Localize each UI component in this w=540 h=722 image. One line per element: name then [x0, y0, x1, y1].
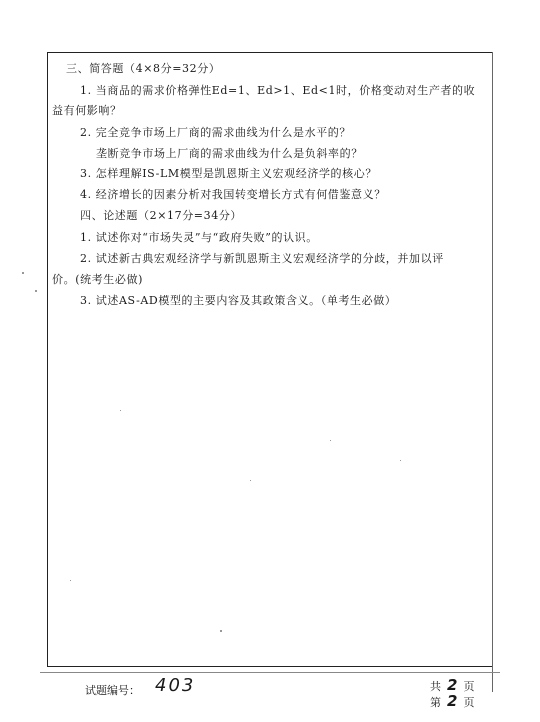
- scan-speck: [330, 440, 331, 441]
- question-3-3: 3. 怎样理解IS-LM模型是凯恩斯主义宏观经济学的核心？: [80, 167, 377, 180]
- exam-code: 403: [155, 675, 196, 696]
- scan-speck: [70, 580, 71, 581]
- footer-divider: [40, 672, 500, 673]
- section-three-heading: 三、简答题（4×8分=32分）: [66, 62, 221, 75]
- scan-speck: [22, 272, 24, 274]
- scan-speck: [400, 460, 401, 461]
- total-label: 共: [430, 680, 441, 693]
- question-4-2-cont: 价。(统考生必做): [52, 273, 143, 286]
- total-pages-number: 2: [447, 676, 458, 694]
- section-four-heading: 四、论述题（2×17分=34分）: [80, 209, 243, 222]
- page-unit-2: 页: [463, 696, 475, 709]
- frame-right-edge: [492, 52, 493, 692]
- scan-speck: [220, 630, 222, 632]
- current-label: 第: [430, 696, 441, 709]
- question-4-1: 1. 试述你对“市场失灵”与“政府失败”的认识。: [80, 231, 318, 244]
- question-3-1-cont: 益有何影响？: [52, 104, 122, 117]
- question-4-2: 2. 试述新古典宏观经济学与新凯恩斯主义宏观经济学的分歧，并加以评: [80, 252, 444, 265]
- page-unit: 页: [463, 680, 475, 693]
- exam-code-label: 试题编号：: [85, 684, 140, 697]
- current-page: [430, 692, 474, 710]
- question-3-1: 1. 当商品的需求价格弹性Ed=1、Ed>1、Ed<1时，价格变动对生产者的收: [80, 84, 476, 97]
- scan-speck: [250, 480, 251, 481]
- question-3-2-cont: 垄断竞争市场上厂商的需求曲线为什么是负斜率的？: [96, 147, 363, 160]
- scan-speck: [35, 290, 37, 292]
- question-4-3: 3. 试述AS-AD模型的主要内容及其政策含义。（单考生必做）: [80, 294, 397, 307]
- scan-speck: [120, 410, 121, 411]
- question-3-2: 2. 完全竞争市场上厂商的需求曲线为什么是水平的？: [80, 126, 351, 139]
- current-page-number: 2: [447, 692, 458, 710]
- question-3-4: 4. 经济增长的因素分析对我国转变增长方式有何借鉴意义？: [80, 188, 386, 201]
